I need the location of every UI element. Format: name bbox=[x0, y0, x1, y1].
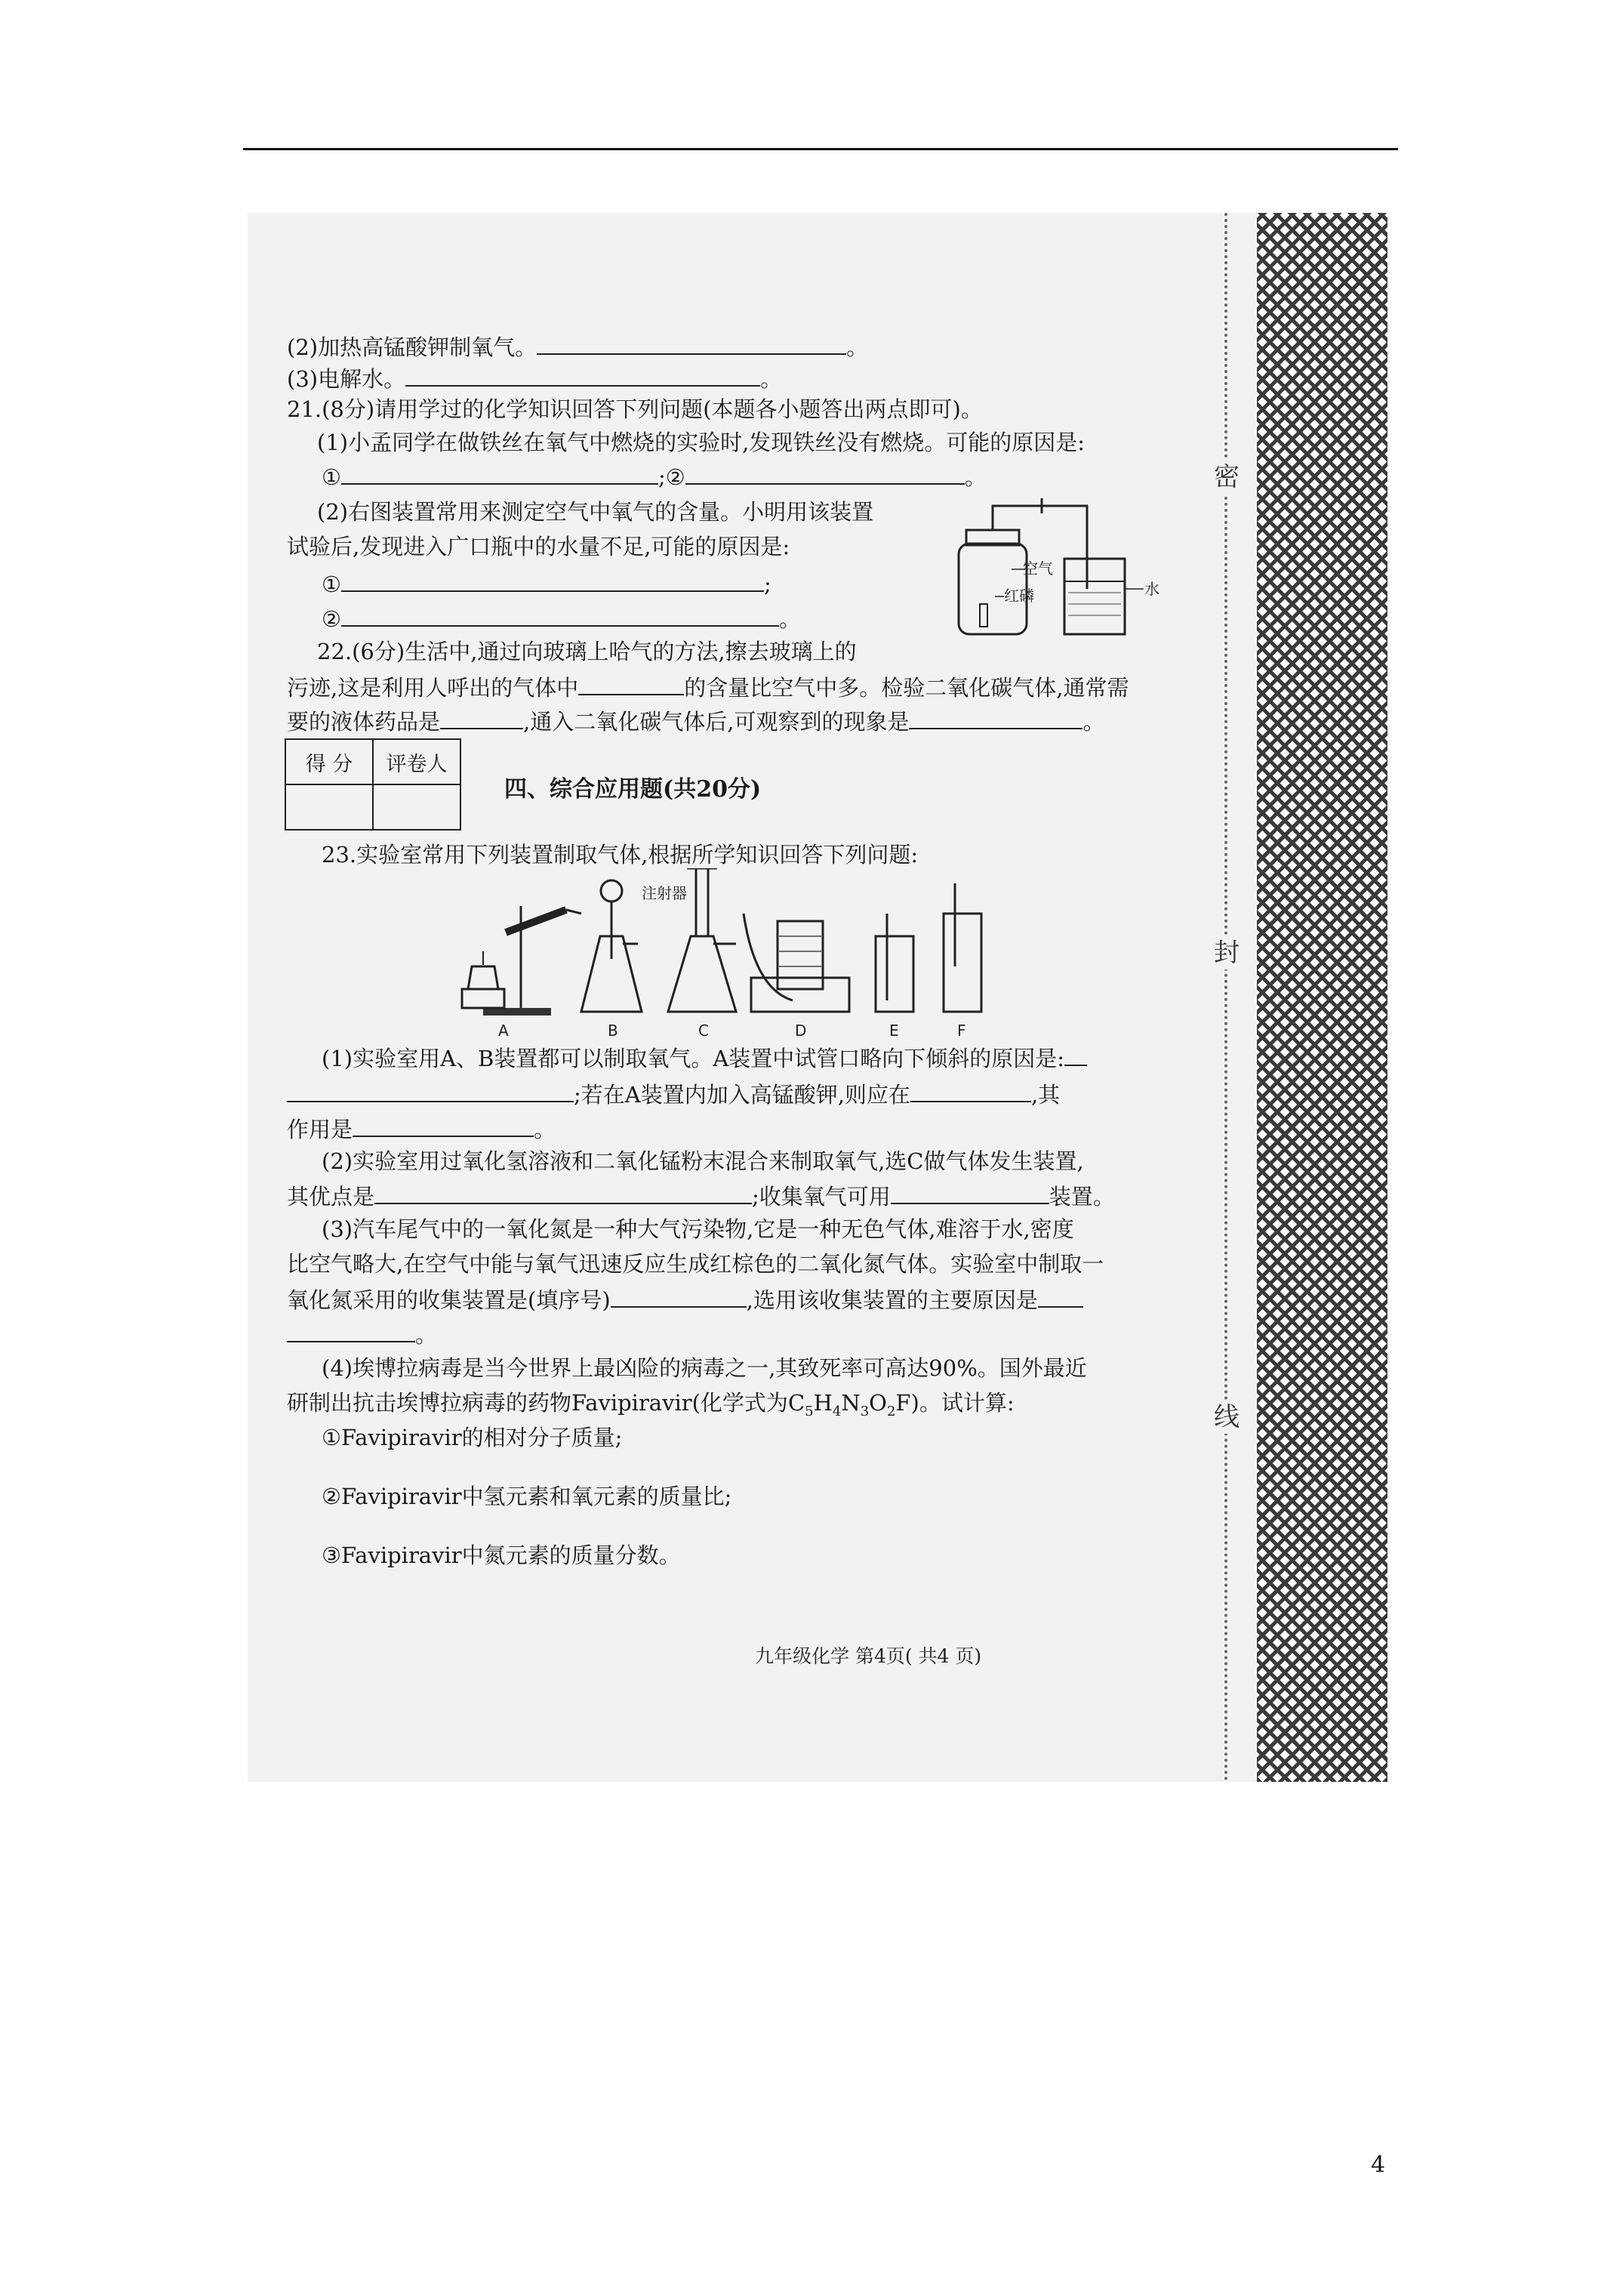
q22-line3: 要的液体药品是 ,通入二氧化碳气体后,可观察到的现象是 。 bbox=[287, 705, 1193, 737]
q23-part2-line1: (2)实验室用过氧化氢溶液和二氧化锰粉末混合来制取氧气,选C做气体发生装置, bbox=[322, 1148, 1084, 1174]
section-heading: 四、综合应用题(共20分) bbox=[504, 776, 762, 803]
q21-apparatus-figure bbox=[936, 491, 1163, 642]
figure-label-water: 水 bbox=[1144, 580, 1160, 598]
apparatus-e bbox=[876, 914, 913, 1012]
q21-part2-answer1: ① ; bbox=[322, 568, 1227, 599]
apparatus-label-d: D bbox=[795, 1022, 807, 1040]
q21-part2-line2: 试验后,发现进入广口瓶中的水量不足,可能的原因是: bbox=[287, 534, 790, 559]
q21-part1: (1)小孟同学在做铁丝在氧气中燃烧的实验时,发现铁丝没有燃烧。可能的原因是: bbox=[317, 430, 1086, 455]
page-number: 4 bbox=[1371, 2152, 1386, 2178]
q23-part3-line2: 比空气略大,在空气中能与氧气迅速反应生成红棕色的二氧化氮气体。实验室中制取一 bbox=[287, 1251, 1104, 1277]
q23-part1-line3: 作用是 。 bbox=[287, 1113, 1193, 1145]
q23-part4-q2: ②Favipiravir中氢元素和氧元素的质量比; bbox=[322, 1484, 732, 1509]
grader-cell[interactable] bbox=[373, 784, 460, 830]
apparatus-d bbox=[744, 914, 849, 1012]
q21-part2-line1: (2)右图装置常用来测定空气中氧气的含量。小明用该装置 bbox=[317, 499, 874, 525]
apparatus-label-c: C bbox=[698, 1022, 709, 1040]
q23-part4-line1: (4)埃博拉病毒是当今世界上最凶险的病毒之一,其致死率可高达90%。国外最近 bbox=[322, 1355, 1087, 1381]
q21-stem: 21.(8分)请用学过的化学知识回答下列问题(本题各小题答出两点即可)。 bbox=[287, 396, 983, 422]
header-rule bbox=[243, 148, 1398, 150]
apparatus-b bbox=[581, 880, 642, 1012]
q23-part2-line2: 其优点是 ;收集氧气可用 装置。 bbox=[287, 1180, 1193, 1212]
apparatus-c bbox=[642, 868, 736, 1012]
q23-part4-line2: 研制出抗击埃博拉病毒的药物Favipiravir(化学式为$C_5H_4N_3O_2F$)。试计算: bbox=[287, 1390, 1015, 1419]
q22-line1: 22.(6分)生活中,通过向玻璃上哈气的方法,擦去玻璃上的 bbox=[317, 639, 857, 664]
binding-label-closed: 封 bbox=[1210, 936, 1243, 969]
q21-part2-answer2: ② 。 bbox=[322, 603, 1227, 634]
q23-part1-line2: ;若在A装置内加入高锰酸钾,则应在 ,其 bbox=[287, 1078, 1193, 1110]
score-table bbox=[285, 738, 461, 831]
apparatus-label-b: B bbox=[608, 1022, 618, 1040]
score-cell[interactable] bbox=[285, 784, 373, 830]
score-header: 得 分 bbox=[285, 739, 373, 784]
q20-part3: (3)电解水。 。 bbox=[287, 362, 1193, 394]
q20-part2: (2)加热高锰酸钾制氧气。 。 bbox=[287, 331, 1193, 362]
binding-label-line: 线 bbox=[1210, 1401, 1243, 1434]
binding-pattern-strip bbox=[1257, 213, 1387, 1782]
q23-part4-q3: ③Favipiravir中氮元素的质量分数。 bbox=[322, 1542, 681, 1568]
q22-line2: 污迹,这是利用人呼出的气体中 的含量比空气中多。检验二氧化碳气体,通常需 bbox=[287, 671, 1193, 703]
q23-part3-line3: 氧化氮采用的收集装置是(填序号) ,选用该收集装置的主要原因是 bbox=[287, 1284, 1193, 1315]
page-footer: 九年级化学 第4页( 共4 页) bbox=[755, 1645, 982, 1667]
apparatus-f bbox=[944, 883, 981, 1012]
grader-header: 评卷人 bbox=[373, 739, 460, 784]
q23-part1-line1: (1)实验室用A、B装置都可以制取氧气。A装置中试管口略向下倾斜的原因是: bbox=[322, 1042, 1227, 1074]
apparatus-a bbox=[462, 906, 581, 1015]
q23-apparatus-figure bbox=[453, 868, 1034, 1042]
figure-label-phosphorus: 红磷 bbox=[1004, 587, 1034, 605]
figure-label-air: 空气 bbox=[1023, 559, 1053, 578]
apparatus-label-f: F bbox=[957, 1022, 966, 1040]
q21-part1-answers: ① ;② 。 bbox=[322, 461, 1227, 492]
apparatus-label-a: A bbox=[498, 1022, 509, 1040]
q23-part3-line1: (3)汽车尾气中的一氧化氮是一种大气污染物,它是一种无色气体,难溶于水,密度 bbox=[322, 1216, 1074, 1242]
binding-label-seal: 密 bbox=[1210, 461, 1243, 494]
favipiravir-formula: $C_5H_4N_3O_2F$ bbox=[787, 1390, 911, 1419]
q23-stem: 23.实验室常用下列装置制取气体,根据所学知识回答下列问题: bbox=[322, 842, 919, 868]
q23-part3-line4: 。 bbox=[287, 1318, 1193, 1350]
figure-label-syringe: 注射器 bbox=[642, 884, 687, 902]
apparatus-label-e: E bbox=[889, 1022, 899, 1040]
q23-part4-q1: ①Favipiravir的相对分子质量; bbox=[322, 1425, 623, 1450]
